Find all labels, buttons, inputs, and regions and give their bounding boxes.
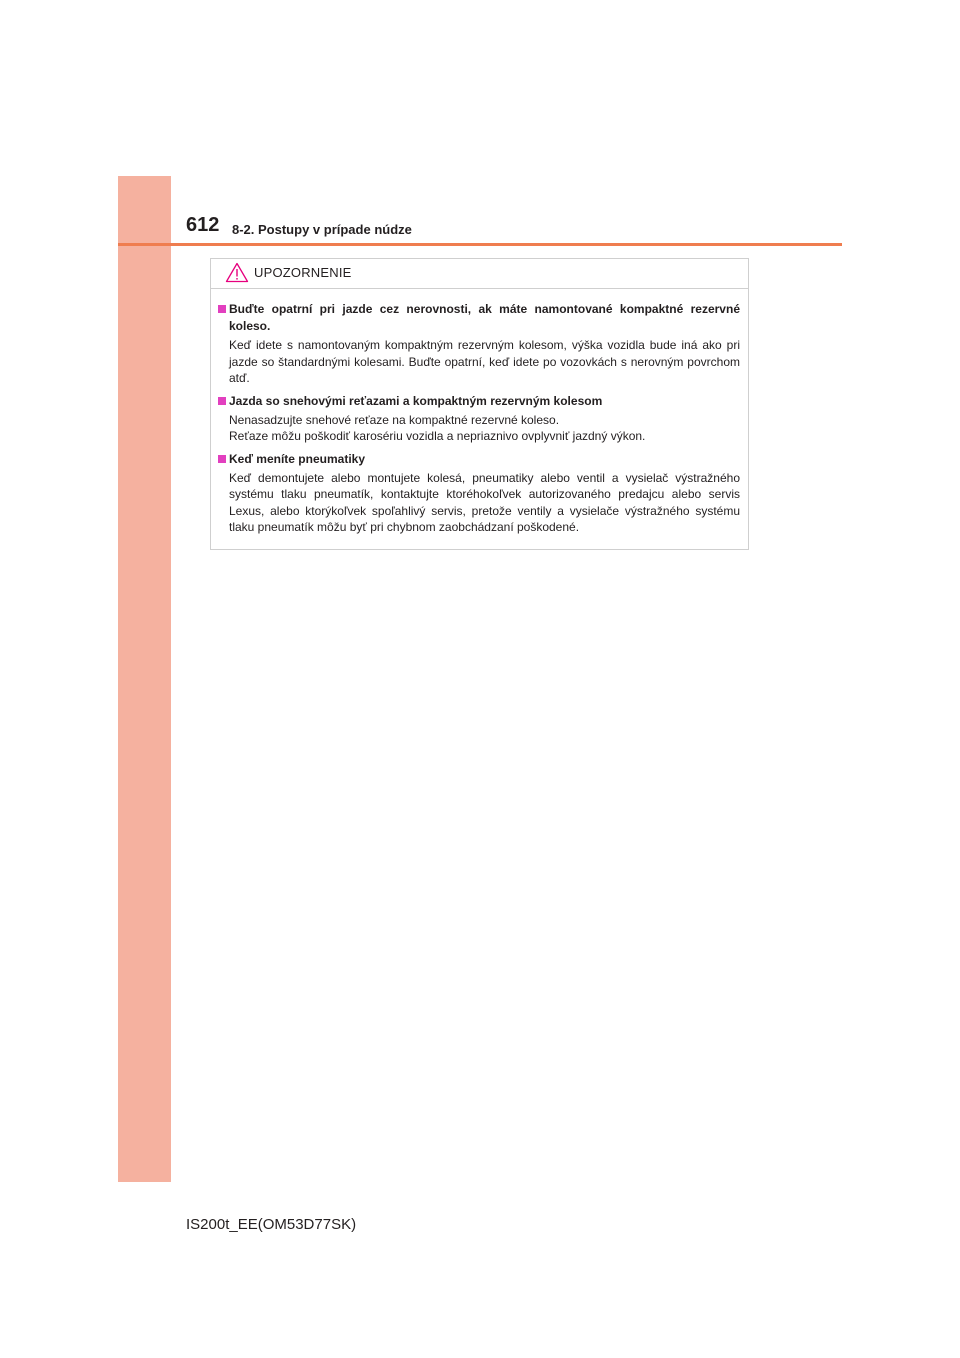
bullet-square-icon [218, 397, 226, 405]
warning-triangle-icon [225, 262, 249, 283]
warning-item-title: Buďte opatrní pri jazde cez nerovnosti, ak máte namontované kompaktné rezervné koleso. [229, 302, 740, 333]
page-number: 612 [186, 214, 220, 236]
warning-item-title: Keď meníte pneumatiky [229, 451, 365, 466]
warning-item-text: Reťaze môžu poškodiť karosériu vozidla a nepriaznivo ovplyvniť jazdný výkon. [229, 429, 646, 443]
warning-label: UPOZORNENIE [254, 265, 352, 280]
bullet-square-icon [218, 305, 226, 313]
section-title: 8-2. Postupy v prípade núdze [232, 222, 412, 237]
warning-item-text: Keď idete s namontovaným kompaktným rezervným kolesom, výška vozidla bude iná ako pri jazde so štandardnými kolesami. Buďte opatrní, keď idete po vozovkách s nerovným povrchom atď. [229, 338, 740, 385]
warning-body [211, 289, 748, 536]
warning-item [218, 451, 740, 536]
warning-item-text: Nenasadzujte snehové reťaze na kompaktné rezervné koleso. [229, 412, 560, 427]
bullet-square-icon [218, 455, 226, 463]
warning-header [211, 259, 748, 289]
document-code: IS200t_EE(OM53D77SK) [186, 1216, 357, 1233]
header-rule [118, 243, 842, 246]
warning-item-title: Jazda so snehovými reťazami a kompaktným rezervným kolesom [229, 393, 603, 408]
warning-item [218, 301, 740, 387]
warning-box [210, 258, 749, 550]
chapter-sidebar-tab [118, 176, 171, 1182]
warning-item [218, 393, 740, 445]
warning-item-text: Keď demontujete alebo montujete kolesá, pneumatiky alebo ventil a vysielač výstražného systému tlaku pneumatík, kontaktujte ktoréhokoľvek autorizovaného predajcu alebo servis Lexus, alebo ktorýkoľvek spoľahlivý servis, pretože ventily a vysielače výstražného systému tlaku pneumatík môžu byť pri chybnom zaobchádzaní poškodené. [229, 470, 740, 534]
